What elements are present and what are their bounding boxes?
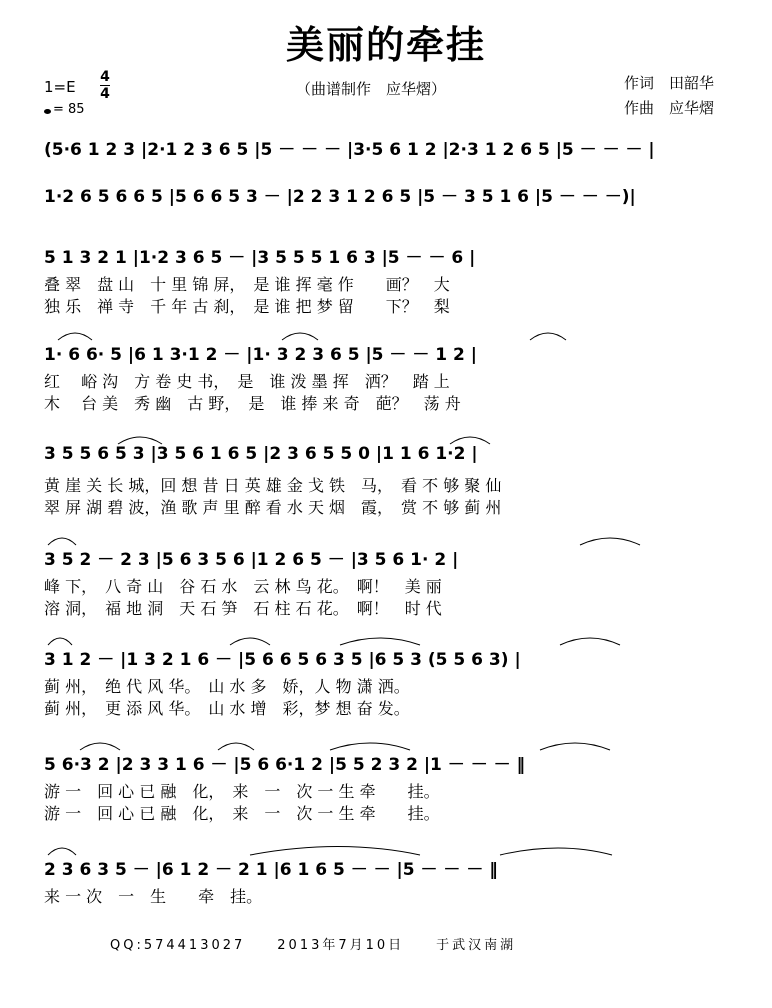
meter-bottom: 4 bbox=[100, 86, 110, 102]
lyric-verse-2: 独 乐 禅 寺 千 年 古 刹， 是 谁 把 梦 留 下？ 梨 bbox=[44, 297, 450, 316]
time-signature bbox=[100, 70, 110, 101]
notation-line: 2 3 6 3 5 － |6 1 2 － 2 1 |6 1 6 5 － － |5 － － － ‖ bbox=[44, 860, 498, 880]
lyric-verse-2: 木 台 美 秀 幽 古 野， 是 谁 捧 来 奇 葩？ 荡 舟 bbox=[44, 394, 461, 413]
lyric-verse-1: 黄 崖 关 长 城，回 想 昔 日 英 雄 金 戈 铁 马， 看 不 够 聚 仙 bbox=[44, 476, 502, 495]
footer-note: QQ:574413027 2013年7月10日 于武汉南湖 bbox=[110, 938, 517, 953]
tempo-value: = 85 bbox=[53, 102, 85, 117]
notation-line: 3 5 5 6 5 3 |3 5 6 1 6 5 |2 3 6 5 5 0 |1 1 6 1·2 | bbox=[44, 444, 478, 464]
meter-top: 4 bbox=[100, 69, 110, 85]
lyric-verse-1: 游 一 回 心 已 融 化， 来 一 次 一 生 牵 挂。 bbox=[44, 782, 440, 801]
notation-line: 1· 6 6· 5 |6 1 3·1 2 － |1· 3 2 3 6 5 |5 － － 1 2 | bbox=[44, 345, 477, 365]
notation-line: (5·6 1 2 3 |2·1 2 3 6 5 |5 － － － |3·5 6 1 2 |2·3 1 2 6 5 |5 － － － | bbox=[44, 140, 655, 160]
lyric-verse-2: 游 一 回 心 已 融 化， 来 一 次 一 生 牵 挂。 bbox=[44, 804, 440, 823]
lyric-verse-2: 溶 洞， 福 地 洞 天 石 笋 石 柱 石 花。 啊！ 时 代 bbox=[44, 599, 442, 618]
notation-line: 1·2 6 5 6 6 5 |5 6 6 5 3 － |2 2 3 1 2 6 5 |5 － 3 5 1 6 |5 － － －)| bbox=[44, 187, 636, 207]
arranger-credit: （曲谱制作 应华熠） bbox=[296, 80, 447, 98]
lyricist-credit: 作词 田韶华 bbox=[624, 74, 715, 92]
tempo-marking bbox=[44, 102, 85, 117]
song-title: 美丽的牵挂 bbox=[285, 23, 486, 67]
lyric-verse-2: 翠 屏 湖 碧 波，渔 歌 声 里 醉 看 水 天 烟 霞， 赏 不 够 蓟 州 bbox=[44, 498, 502, 517]
quarter-note-icon bbox=[44, 109, 51, 114]
lyric-verse-1: 叠 翠 盘 山 十 里 锦 屏， 是 谁 挥 毫 作 画？ 大 bbox=[44, 275, 450, 294]
notation-line: 5 1 3 2 1 |1·2 3 6 5 － |3 5 5 5 1 6 3 |5 － － 6 | bbox=[44, 248, 476, 268]
notation-line: 3 5 2 － 2 3 |5 6 3 5 6 |1 2 6 5 － |3 5 6 1· 2 | bbox=[44, 550, 459, 570]
notation-line: 3 1 2 － |1 3 2 1 6 － |5 6 6 5 6 3 5 |6 5 3 (5 5 6 3) | bbox=[44, 650, 521, 670]
lyric-verse-1: 来 一 次 一 生 牵 挂。 bbox=[44, 887, 263, 906]
notation-line: 5 6·3 2 |2 3 3 1 6 － |5 6 6·1 2 |5 5 2 3 2 |1 － － － ‖ bbox=[44, 755, 526, 775]
lyric-verse-1: 红 峪 沟 方 卷 史 书， 是 谁 泼 墨 挥 洒？ 踏 上 bbox=[44, 372, 450, 391]
lyric-verse-1: 蓟 州， 绝 代 风 华。 山 水 多 娇，人 物 潇 洒。 bbox=[44, 677, 410, 696]
lyric-verse-1: 峰 下， 八 奇 山 谷 石 水 云 林 鸟 花。 啊！ 美 丽 bbox=[44, 577, 442, 596]
lyric-verse-2: 蓟 州， 更 添 风 华。 山 水 增 彩，梦 想 奋 发。 bbox=[44, 699, 410, 718]
composer-credit: 作曲 应华熠 bbox=[624, 99, 715, 117]
key-signature: 1=E bbox=[44, 78, 76, 96]
